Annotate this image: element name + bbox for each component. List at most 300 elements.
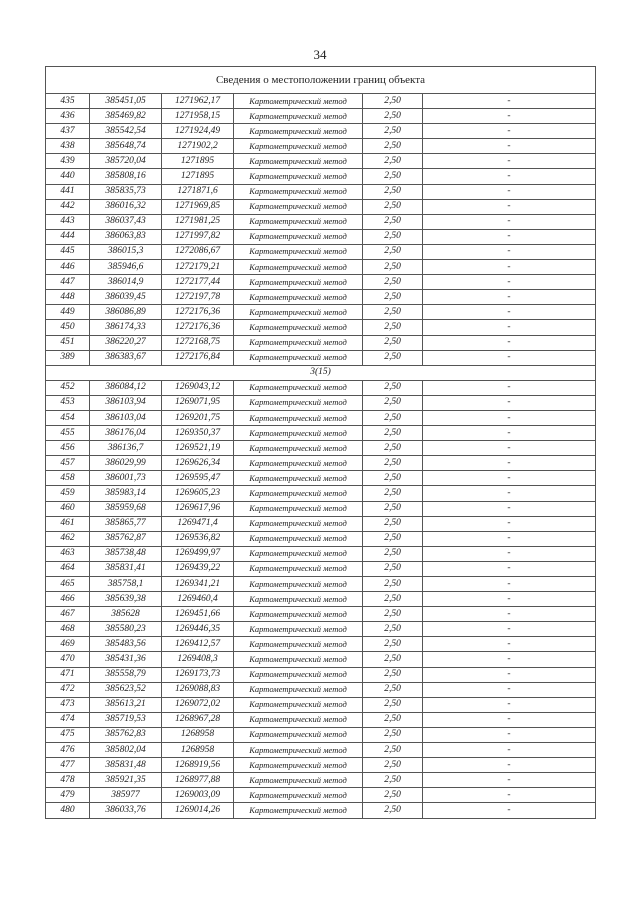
accuracy-cell: 2,50 bbox=[363, 335, 423, 350]
y-coordinate-cell: 1269014,26 bbox=[162, 803, 234, 818]
description-cell: - bbox=[423, 335, 596, 350]
y-coordinate-cell: 1269626,34 bbox=[162, 456, 234, 471]
page-number: 34 bbox=[313, 47, 327, 62]
accuracy-cell: 2,50 bbox=[363, 275, 423, 290]
point-number-cell: 467 bbox=[46, 607, 90, 622]
point-number-cell: 446 bbox=[46, 260, 90, 275]
table-row bbox=[46, 456, 596, 471]
accuracy-cell: 2,50 bbox=[363, 154, 423, 169]
description-cell: - bbox=[423, 803, 596, 818]
point-number-cell: 460 bbox=[46, 501, 90, 516]
table-row bbox=[46, 426, 596, 441]
y-coordinate-cell: 1272176,36 bbox=[162, 305, 234, 320]
method-cell: Картометрический метод bbox=[234, 244, 363, 259]
table-row bbox=[46, 592, 596, 607]
accuracy-cell: 2,50 bbox=[363, 546, 423, 561]
accuracy-cell: 2,50 bbox=[363, 290, 423, 305]
x-coordinate-cell: 386084,12 bbox=[90, 380, 162, 395]
y-coordinate-cell: 1269341,21 bbox=[162, 577, 234, 592]
table-row bbox=[46, 788, 596, 803]
x-coordinate-cell: 386039,45 bbox=[90, 290, 162, 305]
accuracy-cell: 2,50 bbox=[363, 199, 423, 214]
x-coordinate-cell: 385865,77 bbox=[90, 516, 162, 531]
table-row bbox=[46, 184, 596, 199]
method-cell: Картометрический метод bbox=[234, 335, 363, 350]
method-cell: Картометрический метод bbox=[234, 229, 363, 244]
accuracy-cell: 2,50 bbox=[363, 471, 423, 486]
x-coordinate-cell: 385648,74 bbox=[90, 139, 162, 154]
description-cell: - bbox=[423, 305, 596, 320]
method-cell: Картометрический метод bbox=[234, 169, 363, 184]
accuracy-cell: 2,50 bbox=[363, 516, 423, 531]
table-row bbox=[46, 410, 596, 425]
description-cell: - bbox=[423, 743, 596, 758]
method-cell: Картометрический метод bbox=[234, 712, 363, 727]
method-cell: Картометрический метод bbox=[234, 260, 363, 275]
table-row bbox=[46, 516, 596, 531]
table-row bbox=[46, 169, 596, 184]
y-coordinate-cell: 1272086,67 bbox=[162, 244, 234, 259]
table-row bbox=[46, 682, 596, 697]
table-title-row bbox=[46, 67, 596, 94]
y-coordinate-cell: 1271997,82 bbox=[162, 229, 234, 244]
table-row bbox=[46, 727, 596, 742]
description-cell: - bbox=[423, 486, 596, 501]
table-row bbox=[46, 667, 596, 682]
method-cell: Картометрический метод bbox=[234, 501, 363, 516]
table-row bbox=[46, 214, 596, 229]
accuracy-cell: 2,50 bbox=[363, 803, 423, 818]
description-cell: - bbox=[423, 501, 596, 516]
accuracy-cell: 2,50 bbox=[363, 758, 423, 773]
description-cell: - bbox=[423, 607, 596, 622]
method-cell: Картометрический метод bbox=[234, 456, 363, 471]
method-cell: Картометрический метод bbox=[234, 410, 363, 425]
x-coordinate-cell: 385802,04 bbox=[90, 743, 162, 758]
point-number-cell: 469 bbox=[46, 637, 90, 652]
y-coordinate-cell: 1269003,09 bbox=[162, 788, 234, 803]
x-coordinate-cell: 386063,83 bbox=[90, 229, 162, 244]
description-cell: - bbox=[423, 426, 596, 441]
table-row bbox=[46, 441, 596, 456]
method-cell: Картометрический метод bbox=[234, 561, 363, 576]
accuracy-cell: 2,50 bbox=[363, 441, 423, 456]
point-number-cell: 476 bbox=[46, 743, 90, 758]
method-cell: Картометрический метод bbox=[234, 124, 363, 139]
x-coordinate-cell: 386220,27 bbox=[90, 335, 162, 350]
x-coordinate-cell: 386037,43 bbox=[90, 214, 162, 229]
y-coordinate-cell: 1268958 bbox=[162, 743, 234, 758]
method-cell: Картометрический метод bbox=[234, 773, 363, 788]
accuracy-cell: 2,50 bbox=[363, 743, 423, 758]
description-cell: - bbox=[423, 712, 596, 727]
description-cell: - bbox=[423, 561, 596, 576]
accuracy-cell: 2,50 bbox=[363, 244, 423, 259]
y-coordinate-cell: 1269499,97 bbox=[162, 546, 234, 561]
description-cell: - bbox=[423, 290, 596, 305]
method-cell: Картометрический метод bbox=[234, 441, 363, 456]
accuracy-cell: 2,50 bbox=[363, 486, 423, 501]
method-cell: Картометрический метод bbox=[234, 380, 363, 395]
section-label: 3(15) bbox=[46, 365, 596, 380]
description-cell: - bbox=[423, 592, 596, 607]
method-cell: Картометрический метод bbox=[234, 471, 363, 486]
point-number-cell: 447 bbox=[46, 275, 90, 290]
table-row bbox=[46, 335, 596, 350]
method-cell: Картометрический метод bbox=[234, 788, 363, 803]
y-coordinate-cell: 1271969,85 bbox=[162, 199, 234, 214]
accuracy-cell: 2,50 bbox=[363, 622, 423, 637]
accuracy-cell: 2,50 bbox=[363, 682, 423, 697]
method-cell: Картометрический метод bbox=[234, 743, 363, 758]
table-row bbox=[46, 803, 596, 818]
table-row bbox=[46, 652, 596, 667]
y-coordinate-cell: 1271958,15 bbox=[162, 109, 234, 124]
y-coordinate-cell: 1269043,12 bbox=[162, 380, 234, 395]
x-coordinate-cell: 386103,94 bbox=[90, 395, 162, 410]
accuracy-cell: 2,50 bbox=[363, 607, 423, 622]
table-row bbox=[46, 637, 596, 652]
y-coordinate-cell: 1271981,25 bbox=[162, 214, 234, 229]
y-coordinate-cell: 1269072,02 bbox=[162, 697, 234, 712]
y-coordinate-cell: 1268967,28 bbox=[162, 712, 234, 727]
method-cell: Картометрический метод bbox=[234, 275, 363, 290]
table-row bbox=[46, 758, 596, 773]
table-row bbox=[46, 305, 596, 320]
x-coordinate-cell: 386174,33 bbox=[90, 320, 162, 335]
y-coordinate-cell: 1269071,95 bbox=[162, 395, 234, 410]
description-cell: - bbox=[423, 546, 596, 561]
accuracy-cell: 2,50 bbox=[363, 380, 423, 395]
accuracy-cell: 2,50 bbox=[363, 410, 423, 425]
method-cell: Картометрический метод bbox=[234, 637, 363, 652]
method-cell: Картометрический метод bbox=[234, 426, 363, 441]
description-cell: - bbox=[423, 244, 596, 259]
description-cell: - bbox=[423, 758, 596, 773]
x-coordinate-cell: 385623,52 bbox=[90, 682, 162, 697]
description-cell: - bbox=[423, 456, 596, 471]
x-coordinate-cell: 385431,36 bbox=[90, 652, 162, 667]
accuracy-cell: 2,50 bbox=[363, 592, 423, 607]
y-coordinate-cell: 1269451,66 bbox=[162, 607, 234, 622]
point-number-cell: 472 bbox=[46, 682, 90, 697]
x-coordinate-cell: 386016,32 bbox=[90, 199, 162, 214]
x-coordinate-cell: 385542,54 bbox=[90, 124, 162, 139]
y-coordinate-cell: 1272197,78 bbox=[162, 290, 234, 305]
x-coordinate-cell: 386136,7 bbox=[90, 441, 162, 456]
point-number-cell: 457 bbox=[46, 456, 90, 471]
method-cell: Картометрический метод bbox=[234, 577, 363, 592]
y-coordinate-cell: 1272179,21 bbox=[162, 260, 234, 275]
point-number-cell: 456 bbox=[46, 441, 90, 456]
table-row bbox=[46, 546, 596, 561]
method-cell: Картометрический метод bbox=[234, 290, 363, 305]
y-coordinate-cell: 1268977,88 bbox=[162, 773, 234, 788]
y-coordinate-cell: 1269617,96 bbox=[162, 501, 234, 516]
description-cell: - bbox=[423, 788, 596, 803]
point-number-cell: 452 bbox=[46, 380, 90, 395]
x-coordinate-cell: 386001,73 bbox=[90, 471, 162, 486]
point-number-cell: 475 bbox=[46, 727, 90, 742]
table-row bbox=[46, 773, 596, 788]
y-coordinate-cell: 1269446,35 bbox=[162, 622, 234, 637]
description-cell: - bbox=[423, 652, 596, 667]
x-coordinate-cell: 386029,99 bbox=[90, 456, 162, 471]
point-number-cell: 473 bbox=[46, 697, 90, 712]
point-number-cell: 448 bbox=[46, 290, 90, 305]
description-cell: - bbox=[423, 727, 596, 742]
description-cell: - bbox=[423, 667, 596, 682]
point-number-cell: 442 bbox=[46, 199, 90, 214]
table-row bbox=[46, 577, 596, 592]
description-cell: - bbox=[423, 410, 596, 425]
description-cell: - bbox=[423, 622, 596, 637]
accuracy-cell: 2,50 bbox=[363, 652, 423, 667]
method-cell: Картометрический метод bbox=[234, 154, 363, 169]
y-coordinate-cell: 1271895 bbox=[162, 169, 234, 184]
x-coordinate-cell: 385451,05 bbox=[90, 94, 162, 109]
description-cell: - bbox=[423, 531, 596, 546]
point-number-cell: 439 bbox=[46, 154, 90, 169]
method-cell: Картометрический метод bbox=[234, 607, 363, 622]
y-coordinate-cell: 1269412,57 bbox=[162, 637, 234, 652]
x-coordinate-cell: 385831,48 bbox=[90, 758, 162, 773]
point-number-cell: 474 bbox=[46, 712, 90, 727]
point-number-cell: 454 bbox=[46, 410, 90, 425]
x-coordinate-cell: 385738,48 bbox=[90, 546, 162, 561]
method-cell: Картометрический метод bbox=[234, 305, 363, 320]
point-number-cell: 465 bbox=[46, 577, 90, 592]
table-row bbox=[46, 486, 596, 501]
point-number-cell: 468 bbox=[46, 622, 90, 637]
table-row bbox=[46, 124, 596, 139]
x-coordinate-cell: 386103,04 bbox=[90, 410, 162, 425]
x-coordinate-cell: 385483,56 bbox=[90, 637, 162, 652]
table-row bbox=[46, 531, 596, 546]
method-cell: Картометрический метод bbox=[234, 395, 363, 410]
x-coordinate-cell: 385983,14 bbox=[90, 486, 162, 501]
table-row bbox=[46, 380, 596, 395]
description-cell: - bbox=[423, 124, 596, 139]
point-number-cell: 463 bbox=[46, 546, 90, 561]
accuracy-cell: 2,50 bbox=[363, 456, 423, 471]
point-number-cell: 441 bbox=[46, 184, 90, 199]
point-number-cell: 471 bbox=[46, 667, 90, 682]
description-cell: - bbox=[423, 637, 596, 652]
x-coordinate-cell: 385720,04 bbox=[90, 154, 162, 169]
y-coordinate-cell: 1269350,37 bbox=[162, 426, 234, 441]
y-coordinate-cell: 1269088,83 bbox=[162, 682, 234, 697]
point-number-cell: 450 bbox=[46, 320, 90, 335]
y-coordinate-cell: 1269521,19 bbox=[162, 441, 234, 456]
table-title: Сведения о местоположении границ объекта bbox=[46, 67, 596, 94]
method-cell: Картометрический метод bbox=[234, 531, 363, 546]
table-row bbox=[46, 697, 596, 712]
x-coordinate-cell: 385469,82 bbox=[90, 109, 162, 124]
point-number-cell: 459 bbox=[46, 486, 90, 501]
method-cell: Картометрический метод bbox=[234, 139, 363, 154]
y-coordinate-cell: 1271871,6 bbox=[162, 184, 234, 199]
method-cell: Картометрический метод bbox=[234, 667, 363, 682]
accuracy-cell: 2,50 bbox=[363, 109, 423, 124]
accuracy-cell: 2,50 bbox=[363, 305, 423, 320]
method-cell: Картометрический метод bbox=[234, 652, 363, 667]
description-cell: - bbox=[423, 380, 596, 395]
accuracy-cell: 2,50 bbox=[363, 94, 423, 109]
method-cell: Картометрический метод bbox=[234, 94, 363, 109]
table-row bbox=[46, 139, 596, 154]
description-cell: - bbox=[423, 169, 596, 184]
x-coordinate-cell: 385580,23 bbox=[90, 622, 162, 637]
method-cell: Картометрический метод bbox=[234, 697, 363, 712]
method-cell: Картометрический метод bbox=[234, 184, 363, 199]
method-cell: Картометрический метод bbox=[234, 214, 363, 229]
accuracy-cell: 2,50 bbox=[363, 501, 423, 516]
y-coordinate-cell: 1269471,4 bbox=[162, 516, 234, 531]
table-row bbox=[46, 244, 596, 259]
accuracy-cell: 2,50 bbox=[363, 531, 423, 546]
method-cell: Картометрический метод bbox=[234, 486, 363, 501]
table-row bbox=[46, 275, 596, 290]
description-cell: - bbox=[423, 184, 596, 199]
table-row bbox=[46, 561, 596, 576]
point-number-cell: 443 bbox=[46, 214, 90, 229]
x-coordinate-cell: 386176,04 bbox=[90, 426, 162, 441]
accuracy-cell: 2,50 bbox=[363, 395, 423, 410]
x-coordinate-cell: 385808,16 bbox=[90, 169, 162, 184]
point-number-cell: 449 bbox=[46, 305, 90, 320]
table-row bbox=[46, 94, 596, 109]
point-number-cell: 455 bbox=[46, 426, 90, 441]
method-cell: Картометрический метод bbox=[234, 199, 363, 214]
table-row bbox=[46, 471, 596, 486]
method-cell: Картометрический метод bbox=[234, 803, 363, 818]
point-number-cell: 458 bbox=[46, 471, 90, 486]
y-coordinate-cell: 1271924,49 bbox=[162, 124, 234, 139]
table-row bbox=[46, 229, 596, 244]
description-cell: - bbox=[423, 773, 596, 788]
y-coordinate-cell: 1272177,44 bbox=[162, 275, 234, 290]
method-cell: Картометрический метод bbox=[234, 682, 363, 697]
y-coordinate-cell: 1269536,82 bbox=[162, 531, 234, 546]
table-row bbox=[46, 154, 596, 169]
description-cell: - bbox=[423, 199, 596, 214]
description-cell: - bbox=[423, 441, 596, 456]
method-cell: Картометрический метод bbox=[234, 320, 363, 335]
table-row bbox=[46, 395, 596, 410]
table-row bbox=[46, 109, 596, 124]
description-cell: - bbox=[423, 139, 596, 154]
description-cell: - bbox=[423, 697, 596, 712]
accuracy-cell: 2,50 bbox=[363, 184, 423, 199]
y-coordinate-cell: 1271902,2 bbox=[162, 139, 234, 154]
point-number-cell: 436 bbox=[46, 109, 90, 124]
description-cell: - bbox=[423, 154, 596, 169]
accuracy-cell: 2,50 bbox=[363, 169, 423, 184]
x-coordinate-cell: 385921,35 bbox=[90, 773, 162, 788]
description-cell: - bbox=[423, 109, 596, 124]
point-number-cell: 470 bbox=[46, 652, 90, 667]
x-coordinate-cell: 386015,3 bbox=[90, 244, 162, 259]
table-row bbox=[46, 743, 596, 758]
accuracy-cell: 2,50 bbox=[363, 637, 423, 652]
table-row bbox=[46, 260, 596, 275]
method-cell: Картометрический метод bbox=[234, 727, 363, 742]
x-coordinate-cell: 386014,9 bbox=[90, 275, 162, 290]
accuracy-cell: 2,50 bbox=[363, 320, 423, 335]
y-coordinate-cell: 1271895 bbox=[162, 154, 234, 169]
x-coordinate-cell: 385628 bbox=[90, 607, 162, 622]
x-coordinate-cell: 385946,6 bbox=[90, 260, 162, 275]
point-number-cell: 435 bbox=[46, 94, 90, 109]
description-cell: - bbox=[423, 229, 596, 244]
y-coordinate-cell: 1269439,22 bbox=[162, 561, 234, 576]
point-number-cell: 461 bbox=[46, 516, 90, 531]
point-number-cell: 479 bbox=[46, 788, 90, 803]
y-coordinate-cell: 1268958 bbox=[162, 727, 234, 742]
accuracy-cell: 2,50 bbox=[363, 214, 423, 229]
table-row bbox=[46, 199, 596, 214]
description-cell: - bbox=[423, 471, 596, 486]
y-coordinate-cell: 1268919,56 bbox=[162, 758, 234, 773]
description-cell: - bbox=[423, 395, 596, 410]
x-coordinate-cell: 385758,1 bbox=[90, 577, 162, 592]
point-number-cell: 444 bbox=[46, 229, 90, 244]
x-coordinate-cell: 385959,68 bbox=[90, 501, 162, 516]
table-row bbox=[46, 712, 596, 727]
point-number-cell: 480 bbox=[46, 803, 90, 818]
x-coordinate-cell: 386383,67 bbox=[90, 350, 162, 365]
coordinates-table bbox=[45, 66, 596, 819]
x-coordinate-cell: 385613,21 bbox=[90, 697, 162, 712]
accuracy-cell: 2,50 bbox=[363, 712, 423, 727]
x-coordinate-cell: 386086,89 bbox=[90, 305, 162, 320]
y-coordinate-cell: 1269460,4 bbox=[162, 592, 234, 607]
point-number-cell: 445 bbox=[46, 244, 90, 259]
method-cell: Картометрический метод bbox=[234, 592, 363, 607]
table-row bbox=[46, 622, 596, 637]
y-coordinate-cell: 1269595,47 bbox=[162, 471, 234, 486]
y-coordinate-cell: 1271962,17 bbox=[162, 94, 234, 109]
point-number-cell: 440 bbox=[46, 169, 90, 184]
x-coordinate-cell: 385831,41 bbox=[90, 561, 162, 576]
table-row bbox=[46, 607, 596, 622]
table-row bbox=[46, 501, 596, 516]
method-cell: Картометрический метод bbox=[234, 350, 363, 365]
point-number-cell: 462 bbox=[46, 531, 90, 546]
accuracy-cell: 2,50 bbox=[363, 667, 423, 682]
y-coordinate-cell: 1269201,75 bbox=[162, 410, 234, 425]
point-number-cell: 437 bbox=[46, 124, 90, 139]
point-number-cell: 477 bbox=[46, 758, 90, 773]
description-cell: - bbox=[423, 94, 596, 109]
point-number-cell: 466 bbox=[46, 592, 90, 607]
description-cell: - bbox=[423, 516, 596, 531]
point-number-cell: 453 bbox=[46, 395, 90, 410]
accuracy-cell: 2,50 bbox=[363, 124, 423, 139]
x-coordinate-cell: 385639,38 bbox=[90, 592, 162, 607]
accuracy-cell: 2,50 bbox=[363, 426, 423, 441]
point-number-cell: 438 bbox=[46, 139, 90, 154]
point-number-cell: 464 bbox=[46, 561, 90, 576]
y-coordinate-cell: 1269605,23 bbox=[162, 486, 234, 501]
description-cell: - bbox=[423, 350, 596, 365]
description-cell: - bbox=[423, 320, 596, 335]
description-cell: - bbox=[423, 577, 596, 592]
accuracy-cell: 2,50 bbox=[363, 727, 423, 742]
point-number-cell: 478 bbox=[46, 773, 90, 788]
accuracy-cell: 2,50 bbox=[363, 561, 423, 576]
